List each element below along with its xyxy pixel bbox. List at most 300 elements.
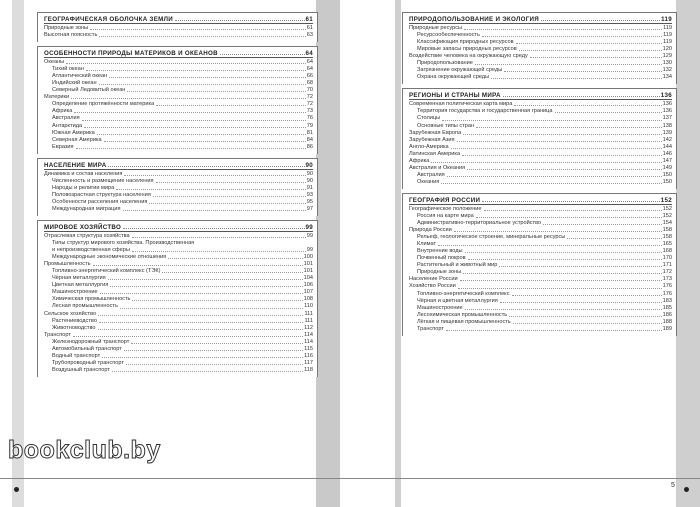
toc-entry-page: 114 [304,338,313,345]
toc-entry[interactable] [409,130,672,137]
toc-entry-page: 93 [306,191,313,198]
toc-entry-title: и непроизводственная сферы [52,247,130,254]
section-title[interactable] [409,196,672,205]
toc-entry-title: Железнодорожный транспорт [52,338,130,345]
toc-entry[interactable] [409,206,672,213]
toc-entry-page: 101 [303,268,313,275]
toc-entry[interactable] [409,158,672,165]
dot-leader [462,155,662,156]
toc-entry-page: 70 [306,87,313,94]
dot-leader [543,224,662,225]
dot-leader [126,364,303,365]
dot-leader [431,162,661,163]
toc-entry-page: 111 [304,317,313,324]
toc-entry-title: Административно-территориальное устройство [417,220,542,227]
toc-entry-page: 110 [304,303,313,310]
toc-entry-page: 84 [306,136,313,143]
toc-entry[interactable] [44,144,313,151]
toc-entry-page: 147 [662,157,672,164]
toc-entry[interactable] [44,346,313,353]
toc-entry-title: Ресурсообеспеченность [417,32,480,39]
toc-entry[interactable] [44,87,313,94]
toc-entry-page: 130 [662,60,672,67]
toc-entry-page: 168 [662,248,672,255]
toc-entry[interactable] [409,227,672,234]
toc-entry-page: 158 [662,227,672,234]
toc-entry-title: Воздушный транспорт [52,366,110,373]
toc-entry-title: Почвенный покров [417,255,466,262]
dot-leader [438,245,662,246]
dot-leader [123,223,304,229]
toc-entry[interactable] [44,318,313,325]
dot-leader [109,77,306,78]
section-title[interactable] [44,49,313,58]
section-title-text: ГЕОГРАФИЯ РОССИИ [409,196,481,204]
toc-entry-page: 95 [306,198,313,205]
toc-entry[interactable] [44,101,313,108]
toc-entry-page: 79 [306,122,313,129]
dot-leader [71,98,306,99]
dot-leader [512,295,662,296]
toc-entry-title: Транспорт [417,325,444,332]
dot-leader [90,29,306,30]
toc-entry-page: 108 [303,296,313,303]
toc-entry-title: Природные зоны [417,269,462,276]
toc-left-column [37,12,318,381]
dot-leader [509,316,661,317]
toc-entry-title: Население России [409,276,458,283]
toc-entry-page: 97 [306,205,313,212]
dot-leader [519,50,662,51]
toc-entry[interactable] [44,289,313,296]
dot-leader [99,36,305,37]
toc-entry[interactable] [409,101,672,108]
dot-leader [156,105,306,106]
toc-entry-title: Загрязнение окружающей среды [417,67,503,74]
toc-entry[interactable] [409,262,672,269]
section-page-number: 119 [661,16,672,23]
dot-leader [499,266,661,267]
toc-entry-page: 64 [306,66,313,73]
dot-leader [98,329,304,330]
dot-leader [458,288,662,289]
dot-leader [484,210,662,211]
dot-leader [110,286,302,287]
toc-entry-page: 146 [662,150,672,157]
toc-right-column [402,12,677,340]
section-title[interactable] [44,161,313,170]
toc-entry[interactable] [44,32,313,39]
toc-entry-title: Внутренние воды [417,248,463,255]
toc-entry[interactable] [44,339,313,346]
toc-entry[interactable] [44,360,313,367]
toc-entry-title: Типы структур мирового хозяйства. Производственная [52,240,195,247]
toc-section [37,220,318,377]
dot-leader [116,189,306,190]
toc-entry[interactable] [409,108,672,115]
toc-entry[interactable] [44,115,313,122]
toc-entry[interactable] [44,268,313,275]
toc-entry-page: 119 [663,39,672,46]
toc-entry-title: Австралия и Океания [409,164,466,171]
dot-leader [132,251,306,252]
toc-entry-page: 154 [662,220,672,227]
toc-entry[interactable] [44,303,313,310]
toc-entry[interactable] [44,137,313,144]
toc-entry-page: 150 [662,171,672,178]
section-title[interactable] [44,15,313,24]
toc-entry[interactable] [44,66,313,73]
toc-entry[interactable] [409,144,672,151]
toc-entry[interactable] [44,367,313,374]
toc-entry-page: 112 [304,324,313,331]
dot-leader [463,134,661,135]
toc-entry-page: 152 [662,205,672,212]
toc-entry-page: 120 [662,46,672,53]
toc-entry-title: Лёгкая и пищевая промышленность [417,318,511,325]
toc-entry[interactable] [44,178,313,185]
toc-entry[interactable] [44,240,313,247]
dot-leader [156,182,306,183]
toc-entry-title: Трубопроводный транспорт [52,359,124,366]
toc-entry-title: Природопользование [417,60,473,67]
toc-entry[interactable] [44,233,313,240]
toc-entry[interactable] [409,220,672,227]
toc-entry-title: Топливно-энергетический комплекс (ТЭК) [52,268,161,275]
toc-entry-title: Высотная поясность [44,32,98,39]
toc-entry[interactable] [409,269,672,276]
dot-leader [86,70,306,71]
dot-leader [131,343,303,344]
toc-entry-page: 119 [663,25,672,31]
dot-leader [447,176,662,177]
page-number: 5 [671,482,675,489]
toc-entry-page: 106 [303,282,313,289]
dot-leader [123,210,306,211]
toc-entry[interactable] [409,32,672,39]
toc-entry-page: 64 [306,59,313,66]
toc-entry-title: Воздействие человека на окружающую среду [409,53,528,60]
dot-leader [476,217,662,218]
toc-entry[interactable] [409,46,672,53]
toc-entry[interactable] [409,234,672,241]
toc-entry-title: Современная политическая карта мира [409,101,513,108]
toc-entry-page: 86 [306,143,313,150]
toc-entry-title: Народы и религии мира [52,184,115,191]
toc-entry-page: 119 [663,32,672,39]
toc-entry-title: Антарктида [52,122,83,129]
toc-entry[interactable] [409,74,672,81]
toc-section [37,46,318,154]
toc-entry-title: Машиностроение [417,304,463,311]
section-title[interactable] [44,223,313,232]
dot-leader [132,300,302,301]
toc-entry-title: Природные ресурсы [409,25,463,31]
toc-entry-title: Растениеводство [52,317,97,324]
toc-entry-title: Рельеф, геологическое строение, минеральные ресурсы [417,234,566,241]
section-page-number: 99 [305,223,313,231]
toc-entry-title: Особенности расселения населения [52,198,148,205]
toc-entry[interactable] [409,255,672,262]
toc-entry-page: 68 [306,80,313,87]
section-title-text: РЕГИОНЫ И СТРАНЫ МИРА [409,92,501,100]
toc-entry-page: 176 [662,290,672,297]
toc-entry-page: 101 [303,261,313,268]
toc-entry-page: 114 [304,331,313,338]
toc-entry-page: 90 [306,177,313,184]
toc-entry[interactable] [44,254,313,261]
toc-entry[interactable] [44,25,313,32]
toc-entry-page: 76 [306,115,313,122]
dot-leader [467,169,661,170]
dot-leader [99,322,304,323]
dot-leader [73,336,303,337]
toc-entry-page: 183 [662,297,672,304]
toc-entry-title: Отраслевая структура хозяйства [44,232,130,239]
toc-entry-page: 129 [662,53,672,60]
dot-leader [468,259,662,260]
toc-entry[interactable] [44,130,313,137]
toc-entry-page: 81 [306,129,313,136]
toc-entry[interactable] [44,353,313,360]
dot-leader [149,203,305,204]
dot-leader [513,323,662,324]
toc-entry-title: Англо-Америка [409,143,449,150]
toc-entry-page: 115 [304,345,313,352]
toc-entry-page: 90 [306,170,313,177]
toc-entry[interactable] [44,261,313,268]
dot-leader [457,141,662,142]
toc-entry[interactable] [44,185,313,192]
dot-leader [127,91,305,92]
dot-leader [482,36,662,37]
toc-entry[interactable] [409,283,672,290]
section-page-number: 136 [660,92,672,100]
toc-entry[interactable] [409,319,672,326]
toc-entry-page: 150 [662,178,672,185]
dot-leader [475,64,662,65]
toc-entry-page: 61 [306,25,313,31]
toc-entry-title: Цветная металлургия [52,282,109,289]
toc-entry-title: Географическое положение [409,205,482,212]
section-title-text: ПРИРОДОПОЛЬЗОВАНИЕ И ЭКОЛОГИЯ [409,16,540,23]
toc-entry[interactable] [409,39,672,46]
toc-entry[interactable] [409,241,672,248]
toc-section [37,12,318,42]
toc-entry-title: Океания [417,178,440,185]
toc-entry[interactable] [409,115,672,122]
toc-entry[interactable] [44,206,313,213]
dot-leader [98,315,303,316]
toc-entry-title: Тихий океан [52,66,84,73]
toc-section [402,88,677,189]
toc-entry-title: Автомобильный транспорт [52,345,122,352]
toc-entry-page: 152 [662,212,672,219]
dot-leader [454,231,662,232]
toc-entry[interactable] [44,192,313,199]
watermark: bookclub.by [8,436,161,464]
toc-entry-title: Океаны [44,59,65,66]
toc-entry[interactable] [409,25,672,32]
toc-entry[interactable] [409,213,672,220]
toc-entry-title: Машиностроение [52,289,98,296]
dot-leader [465,252,662,253]
dot-leader [464,29,662,30]
toc-entry[interactable] [44,199,313,206]
toc-entry-page: 99 [306,232,313,239]
toc-entry[interactable] [409,172,672,179]
dot-leader [76,148,306,149]
section-page-number: 61 [305,16,313,23]
toc-entry-title: Австралия [417,171,445,178]
toc-entry[interactable] [44,325,313,332]
page-edge-left-inner [316,0,340,507]
toc-entry-title: Климат [417,241,437,248]
toc-entry[interactable] [409,60,672,67]
toc-entry-page: 172 [662,269,672,276]
toc-entry[interactable] [409,276,672,283]
toc-entry-page: 66 [306,73,313,80]
toc-entry-page: 132 [662,67,672,74]
toc-entry-title: Водный транспорт [52,352,101,359]
toc-entry-page: 72 [306,101,313,108]
toc-entry-page: 134 [662,74,672,81]
toc-entry[interactable] [44,247,313,254]
toc-entry-title: Столицы [417,115,441,122]
toc-entry-page: 136 [662,101,672,108]
dot-leader [108,161,304,167]
toc-entry-page: 91 [306,184,313,191]
toc-entry-title: Химическая промышленность [52,296,131,303]
dot-leader [446,330,662,331]
toc-entry[interactable] [409,291,672,298]
dot-leader [108,279,303,280]
toc-section [402,12,677,84]
book-gutter [343,0,395,507]
toc-entry-title: Природа России [409,227,452,234]
dot-leader [100,293,303,294]
toc-entry[interactable] [409,123,672,130]
toc-entry-title: Северный Ледовитый океан [52,87,126,94]
toc-entry-title: Африка [52,108,73,115]
toc-entry[interactable] [409,298,672,305]
toc-entry[interactable] [44,171,313,178]
dot-leader [97,134,306,135]
toc-entry-title: Численность и размещение населения [52,177,154,184]
toc-entry-title: Африка [409,157,430,164]
dot-leader [491,78,662,79]
toc-entry[interactable] [409,67,672,74]
toc-entry-page: 176 [662,283,672,290]
toc-entry[interactable] [409,165,672,172]
toc-entry-page: 158 [662,234,672,241]
toc-entry[interactable] [409,248,672,255]
toc-entry-page: 118 [304,366,313,373]
toc-entry-page: 165 [662,241,672,248]
toc-entry-title: Австралия [52,115,80,122]
dot-leader [74,112,305,113]
toc-entry-page: 63 [306,32,313,39]
toc-entry-title: Евразия [52,143,74,150]
toc-entry-title: Животноводство [52,324,96,331]
toc-entry[interactable] [44,73,313,80]
dot-leader [442,120,662,121]
toc-entry[interactable] [44,108,313,115]
dot-leader [132,237,306,238]
toc-entry[interactable] [44,282,313,289]
toc-entry-page: 73 [306,108,313,115]
toc-entry[interactable] [409,326,672,333]
toc-entry-page: 142 [662,136,672,143]
toc-entry[interactable] [44,94,313,101]
section-page-number: 152 [660,196,672,204]
dot-leader [441,183,661,184]
toc-entry-title: Хозяйство России [409,283,456,290]
toc-entry[interactable] [44,275,313,282]
dot-leader [514,105,661,106]
toc-entry-page: 136 [662,108,672,115]
toc-entry-page: 188 [662,318,672,325]
toc-entry-page: 139 [662,129,672,136]
section-title-text: НАСЕЛЕНИЕ МИРА [44,161,107,169]
toc-entry[interactable] [44,296,313,303]
dot-leader [124,350,303,351]
toc-entry-page: 137 [662,115,672,122]
toc-entry[interactable] [44,59,313,66]
dot-leader [460,280,662,281]
toc-entry[interactable] [409,137,672,144]
bullet-left-icon [14,487,19,492]
toc-entry-page: 72 [306,94,313,101]
toc-entry[interactable] [44,311,313,318]
dot-leader [84,127,306,128]
page-edge-left [12,0,24,507]
toc-entry[interactable] [44,123,313,130]
toc-entry-title: Топливно-энергетический комплекс [417,290,510,297]
toc-entry-title: Зарубежная Азия [409,136,455,143]
toc-entry-title: Классификация природных ресурсов [417,39,514,46]
dot-leader [516,43,663,44]
dot-leader [476,127,662,128]
toc-entry[interactable] [44,80,313,87]
section-title[interactable] [409,15,672,24]
toc-entry-title: Растительный и животный мир [417,262,498,269]
toc-entry[interactable] [409,312,672,319]
page-edge-right [676,0,700,507]
dot-leader [555,112,662,113]
toc-entry[interactable] [409,53,672,60]
dot-leader [567,238,661,239]
toc-entry-title: Природные зоны [44,25,89,31]
toc-entry-title: Динамика и состав населения [44,170,123,177]
toc-entry[interactable] [409,179,672,186]
dot-leader [503,91,660,97]
toc-entry-title: Северная Америка [52,136,102,143]
toc-entry[interactable] [44,332,313,339]
toc-entry-title: Зарубежная Европа [409,129,462,136]
section-title[interactable] [409,91,672,100]
section-page-number: 64 [305,50,313,58]
toc-entry-page: 116 [304,352,313,359]
toc-entry-title: Определение протяжённости материка [52,101,155,108]
dot-leader [104,141,306,142]
toc-entry[interactable] [409,305,672,312]
section-title-text: МИРОВОЕ ХОЗЯЙСТВО [44,223,122,231]
dot-leader [463,273,662,274]
dot-leader [175,15,305,21]
toc-entry[interactable] [409,151,672,158]
dot-leader [500,302,662,303]
